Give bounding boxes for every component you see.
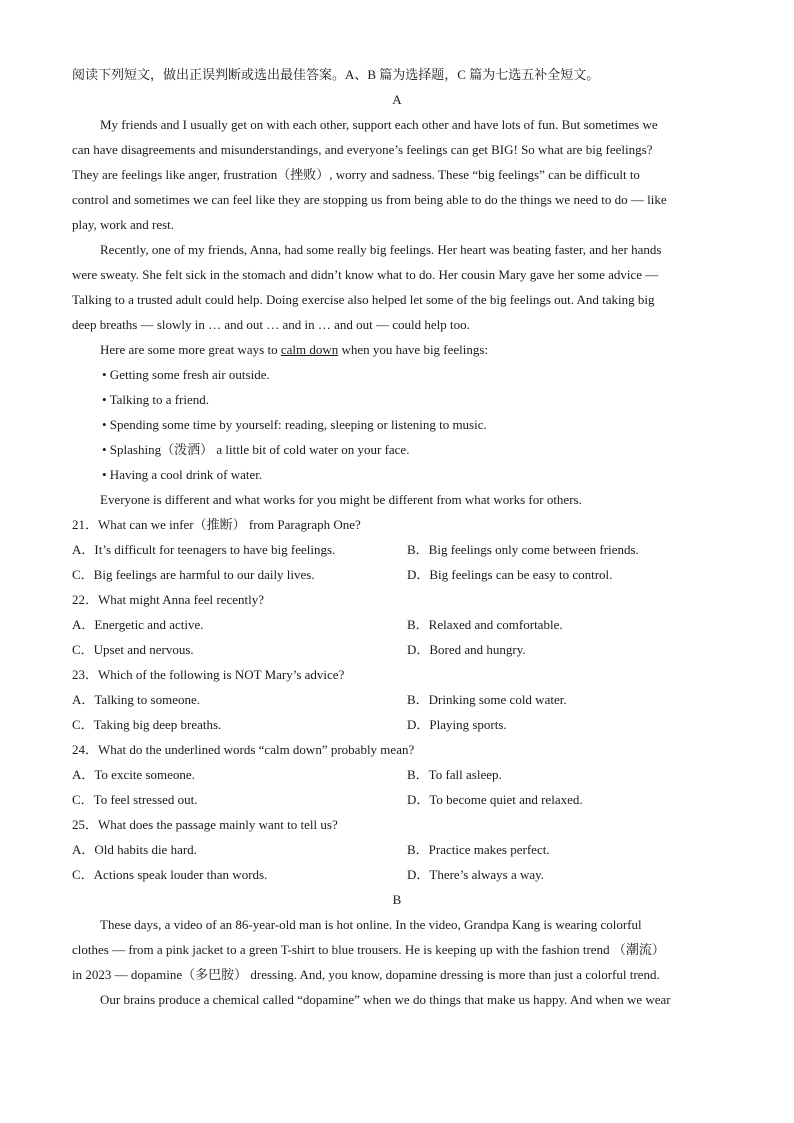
worksheet-page — [72, 62, 722, 1012]
bullet-item: • Splashing（泼洒） a little bit of cold water on your face. — [102, 442, 410, 457]
bullet-item: • Having a cool drink of water. — [102, 467, 263, 482]
answer-option[interactable]: C．Taking big deep breaths. — [72, 717, 222, 732]
passage-line: in 2023 — dopamine（多巴胺） dressing. And, you know, dopamine dressing is more than just a colorful trend. — [72, 967, 660, 982]
passage-line: can have disagreements and misunderstandings, and everyone’s feelings can get BIG! So what are big feelings? — [72, 142, 653, 157]
question-stem: 25．What does the passage mainly want to tell us? — [72, 817, 338, 832]
answer-option[interactable]: A．Old habits die hard. — [72, 842, 197, 857]
passage-line: were sweaty. She felt sick in the stomach and didn’t know what to do. Her cousin Mary gave her some advice — — [72, 267, 659, 282]
option-row — [72, 787, 722, 812]
passage-line: Recently, one of my friends, Anna, had some really big feelings. Her heart was beating faster, and her hands — [100, 242, 662, 257]
answer-option[interactable]: B．Drinking some cold water. — [407, 692, 567, 707]
passage-line: deep breaths — slowly in … and out … and in … and out — could help too. — [72, 317, 470, 332]
section-a-heading: A — [392, 92, 402, 107]
passage-line: My friends and I usually get on with each other, support each other and have lots of fun. But sometimes we — [100, 117, 658, 132]
underlined-words: calm down — [280, 342, 339, 357]
option-row — [72, 862, 722, 887]
option-row — [72, 837, 722, 862]
passage-line: play, work and rest. — [72, 217, 175, 232]
answer-option[interactable]: A．Energetic and active. — [72, 617, 204, 632]
option-row — [72, 712, 722, 737]
answer-option[interactable]: B．Big feelings only come between friends. — [407, 542, 639, 557]
answer-option[interactable]: D．Playing sports. — [407, 717, 507, 732]
passage-line: Everyone is different and what works for you might be different from what works for others. — [100, 492, 582, 507]
answer-option[interactable]: D．Bored and hungry. — [407, 642, 526, 657]
question-stem: 22．What might Anna feel recently? — [72, 592, 265, 607]
option-row — [72, 762, 722, 787]
passage-line: These days, a video of an 86-year-old man is hot online. In the video, Grandpa Kang is wearing colorful — [100, 917, 642, 932]
answer-option[interactable]: B．To fall asleep. — [407, 767, 502, 782]
bullet-item: • Spending some time by yourself: reading, sleeping or listening to music. — [102, 417, 487, 432]
section-b-heading: B — [392, 892, 402, 907]
passage-line — [72, 337, 722, 362]
bullet-item: • Talking to a friend. — [102, 392, 210, 407]
passage-line: control and sometimes we can feel like they are stopping us from being able to do the things we need to do — like — [72, 192, 667, 207]
answer-option[interactable]: D．To become quiet and relaxed. — [407, 792, 583, 807]
passage-line: Talking to a trusted adult could help. Doing exercise also helped let some of the big feelings out. And taking big — [72, 292, 655, 307]
answer-option[interactable]: C．Actions speak louder than words. — [72, 867, 268, 882]
answer-option[interactable]: A．To excite someone. — [72, 767, 195, 782]
bullet-item: • Getting some fresh air outside. — [102, 367, 270, 382]
passage-line: Our brains produce a chemical called “dopamine” when we do things that make us happy. And when we wear — [100, 992, 671, 1007]
answer-option[interactable]: A．Talking to someone. — [72, 692, 200, 707]
question-stem: 23．Which of the following is NOT Mary’s advice? — [72, 667, 345, 682]
option-row — [72, 612, 722, 637]
passage-text: when you have big feelings: — [338, 342, 489, 357]
answer-option[interactable]: C．To feel stressed out. — [72, 792, 198, 807]
passage-line: They are feelings like anger, frustration（挫败）, worry and sadness. These “big feelings” can be difficult to — [72, 167, 640, 182]
passage-line: clothes — from a pink jacket to a green T-shirt to blue trousers. He is keeping up with the fashion trend （潮流） — [72, 942, 665, 957]
instructions: 阅读下列短文，做出正误判断或选出最佳答案。A、B 篇为选择题，C 篇为七选五补全短文。 — [72, 67, 600, 82]
passage-text: Here are some more great ways to — [100, 342, 281, 357]
answer-option[interactable]: C．Big feelings are harmful to our daily lives. — [72, 567, 315, 582]
answer-option[interactable]: B．Practice makes perfect. — [407, 842, 550, 857]
answer-option[interactable]: B．Relaxed and comfortable. — [407, 617, 563, 632]
question-stem: 24．What do the underlined words “calm down” probably mean? — [72, 742, 415, 757]
answer-option[interactable]: A．It’s difficult for teenagers to have big feelings. — [72, 542, 336, 557]
question-stem: 21．What can we infer（推断） from Paragraph One? — [72, 517, 361, 532]
option-row — [72, 537, 722, 562]
option-row — [72, 562, 722, 587]
answer-option[interactable]: C．Upset and nervous. — [72, 642, 194, 657]
option-row — [72, 637, 722, 662]
answer-option[interactable]: D．There’s always a way. — [407, 867, 545, 882]
answer-option[interactable]: D．Big feelings can be easy to control. — [407, 567, 613, 582]
option-row — [72, 687, 722, 712]
